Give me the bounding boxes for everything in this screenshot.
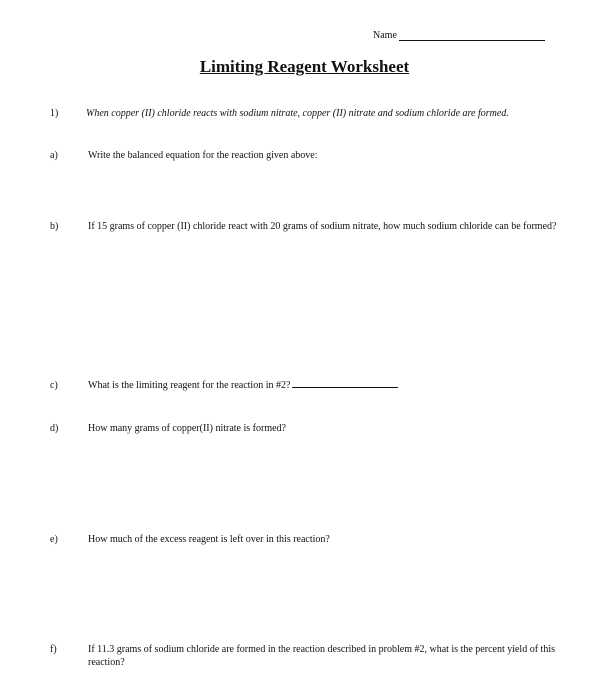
- name-field: [373, 30, 545, 41]
- question-a: [50, 149, 570, 162]
- page-title: Limiting Reagent Worksheet: [199, 57, 410, 76]
- question-f: [50, 643, 570, 669]
- question-label: a): [50, 150, 58, 161]
- question-text: What is the limiting reagent for the reaction in #2?: [88, 380, 291, 391]
- name-blank-line[interactable]: [399, 32, 545, 41]
- problem-1-text: When copper (II) chloride reacts with sodium nitrate, copper (II) nitrate and sodium chloride are formed.: [86, 108, 509, 119]
- question-c: [50, 379, 570, 392]
- problem-1-statement: [50, 107, 570, 120]
- question-text: Write the balanced equation for the reaction given above:: [88, 150, 318, 161]
- question-e: [50, 533, 570, 546]
- limiting-reagent-answer-blank[interactable]: [292, 379, 398, 388]
- question-label: c): [50, 380, 58, 391]
- question-text: How much of the excess reagent is left over in this reaction?: [88, 534, 330, 545]
- question-text: If 11.3 grams of sodium chloride are formed in the reaction described in problem #2, what is the percent yield of this reaction?: [88, 644, 555, 668]
- problem-1-number: 1): [50, 108, 59, 119]
- question-text: If 15 grams of copper (II) chloride react with 20 grams of sodium nitrate, how much sodium chloride can be formed?: [88, 221, 557, 232]
- question-label: b): [50, 221, 59, 232]
- question-label: e): [50, 534, 58, 545]
- question-label: d): [50, 423, 59, 434]
- question-d: [50, 422, 570, 435]
- question-b: [50, 220, 570, 233]
- name-label: Name: [373, 30, 397, 41]
- question-text-wrapper: [88, 379, 570, 392]
- question-label: f): [50, 644, 57, 655]
- question-text: How many grams of copper(II) nitrate is formed?: [88, 423, 286, 434]
